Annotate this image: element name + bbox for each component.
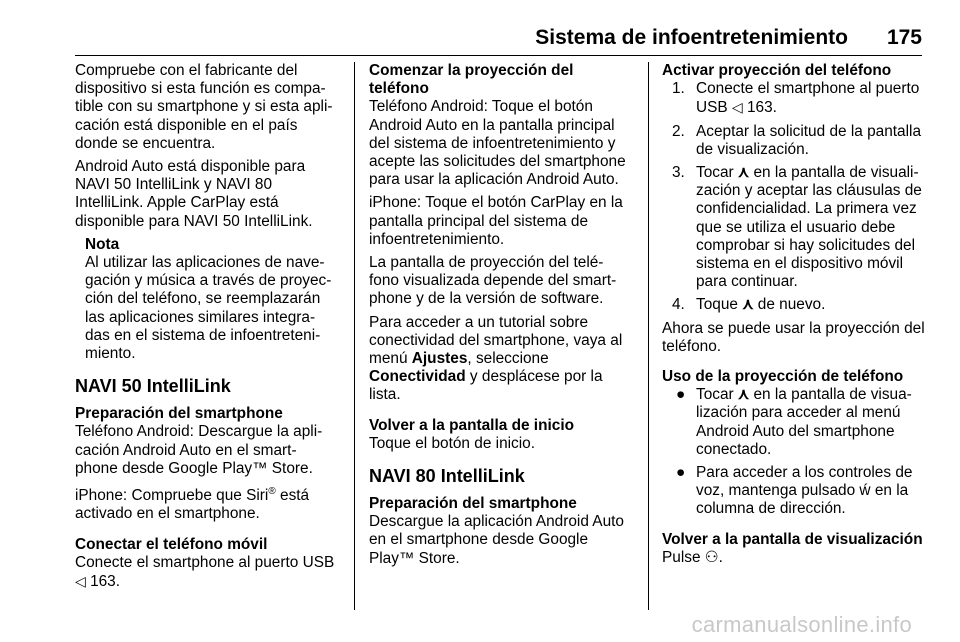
bullet-icon: ●	[676, 464, 686, 482]
return-home-paragraph: Toque el botón de inicio.	[369, 434, 535, 452]
column-divider-1	[354, 62, 355, 610]
subheading-prep-smartphone-navi80: Preparación del smartphone	[369, 495, 577, 513]
list-item	[662, 164, 928, 291]
bullet-text: Para acceder a los controles de voz, mantenga pulsado	[696, 464, 913, 500]
column-1	[75, 62, 343, 596]
voice-control-icon: ẃ	[859, 482, 871, 500]
step-number: 2.	[672, 122, 685, 140]
list-item	[662, 296, 928, 314]
iphone-siri-paragraph	[75, 483, 343, 524]
step-text: Toque	[696, 296, 743, 314]
note-box	[85, 236, 343, 363]
column-3	[662, 62, 928, 572]
compatibility-paragraph: Compruebe con el fabricante del dispositivo si esta función es compa- tible con su smartphone y si esta apli- cación está disponible en el país donde se encuentra.	[75, 62, 333, 152]
section-heading-navi80: NAVI 80 IntelliLink	[369, 466, 525, 487]
bullet-text: Tocar	[696, 386, 738, 404]
navi80-download-paragraph: Descargue la aplicación Android Auto en el smartphone desde Google Play™ Store.	[369, 513, 624, 567]
step-text: Tocar	[696, 164, 738, 182]
iphone-text-a: iPhone: Compruebe que Siri	[75, 487, 269, 505]
android-download-paragraph: Teléfono Android: Descargue la apli- cación Android Auto en el smart- phone desde Google Play™ Store.	[75, 423, 323, 477]
connect-paragraph	[75, 554, 343, 591]
page-title: Sistema de infoentretenimiento	[535, 26, 848, 49]
subheading-prep-smartphone: Preparación del smartphone	[75, 405, 283, 423]
step-text-b: en la pantalla de visuali- zación y aceptar las cláusulas de confidencialidad. La primera vez que se utiliza el usuario debe comprobar si hay solicitudes del sistema en el dispositivo móvil para continuar.	[696, 164, 922, 291]
registered-mark: ®	[268, 486, 276, 498]
tutorial-text-d: y desplácese por la lista.	[369, 368, 603, 404]
bullet-text-b: en la columna de dirección.	[696, 482, 909, 518]
menu-conectividad: Conectividad	[369, 368, 466, 386]
subheading-start-projection: Comenzar la proyección del teléfono	[369, 62, 574, 98]
return-display-paragraph	[662, 549, 928, 567]
activation-steps	[662, 80, 928, 314]
android-auto-icon: ⋏	[737, 164, 750, 182]
subheading-return-display: Volver a la pantalla de visualización	[662, 530, 923, 548]
bullet-text-b: en la pantalla de visua- lización para acceder al menú Android Auto del smartphone conectado.	[696, 386, 912, 458]
projection-depends-paragraph: La pantalla de proyección del telé- fono visualizada depende del smart- phone y de la versión de software.	[369, 254, 617, 308]
now-usable-paragraph: Ahora se puede usar la proyección del teléfono.	[662, 319, 925, 355]
menu-ajustes: Ajustes	[411, 350, 468, 368]
subheading-activate-projection: Activar proyección del teléfono	[662, 62, 892, 79]
subheading-return-home: Volver a la pantalla de inicio	[369, 416, 574, 434]
watermark: carmanualsonline.info	[691, 612, 912, 637]
list-item	[662, 123, 928, 159]
column-divider-2	[648, 62, 649, 610]
column-2	[369, 62, 635, 573]
page-number: 175	[886, 26, 922, 49]
return-text-b: .	[718, 548, 723, 566]
page-ref-icon: ◁	[731, 99, 743, 116]
android-auto-icon: ⋏	[742, 296, 754, 314]
list-item	[662, 386, 928, 459]
bullet-icon: ●	[676, 386, 686, 404]
android-auto-icon: ⋏	[737, 386, 750, 404]
home-icon: ⚇	[704, 548, 719, 566]
page-ref-icon: ◁	[75, 573, 86, 589]
return-text-a: Pulse	[662, 548, 705, 566]
android-start-paragraph: Teléfono Android: Toque el botón Android Auto en la pantalla principal del sistema de infoentretenimiento y acepte las solicitudes del smartphone para usar la aplicación Android Auto.	[369, 98, 626, 189]
step-text: Aceptar la solicitud de la pantalla de visualización.	[696, 122, 922, 158]
subheading-connect-phone: Conectar el teléfono móvil	[75, 535, 268, 553]
iphone-start-paragraph: iPhone: Toque el botón CarPlay en la pantalla principal del sistema de infoentretenimiento.	[369, 194, 623, 248]
tutorial-text-a: Para acceder a un tutorial sobre conectividad del smartphone, vaya al menú	[369, 313, 623, 368]
iphone-text-b: está activado en el smartphone.	[75, 487, 310, 523]
tutorial-paragraph	[369, 314, 635, 405]
header-divider	[75, 55, 922, 56]
step-number: 3.	[672, 164, 685, 182]
tutorial-text-c: , seleccione	[467, 350, 549, 368]
connect-page-ref[interactable]: 163.	[90, 573, 121, 590]
page-header	[0, 0, 960, 56]
usage-bullets	[662, 386, 928, 518]
step-text-b: de nuevo.	[753, 296, 826, 314]
step-text: Conecte el smartphone al puerto USB	[696, 80, 920, 117]
connect-text: Conecte el smartphone al puerto USB	[75, 553, 335, 571]
step-page-ref[interactable]: 163.	[746, 99, 777, 117]
availability-paragraph: Android Auto está disponible para NAVI 50 IntelliLink y NAVI 80 IntelliLink. Apple CarPlay está disponible para NAVI 50 IntelliLink.	[75, 158, 313, 230]
section-heading-navi50: NAVI 50 IntelliLink	[75, 376, 231, 397]
list-item	[662, 80, 928, 117]
subheading-use-projection: Uso de la proyección de teléfono	[662, 368, 904, 386]
list-item	[662, 464, 928, 519]
note-text: Al utilizar las aplicaciones de nave- gación y música a través de proyec- ción del teléfono, se reemplazarán las aplicaciones similares integra- das en el sistema de infoentreteni- miento.	[85, 254, 332, 363]
step-number: 1.	[672, 80, 685, 98]
note-title: Nota	[85, 235, 120, 253]
step-number: 4.	[672, 296, 685, 314]
